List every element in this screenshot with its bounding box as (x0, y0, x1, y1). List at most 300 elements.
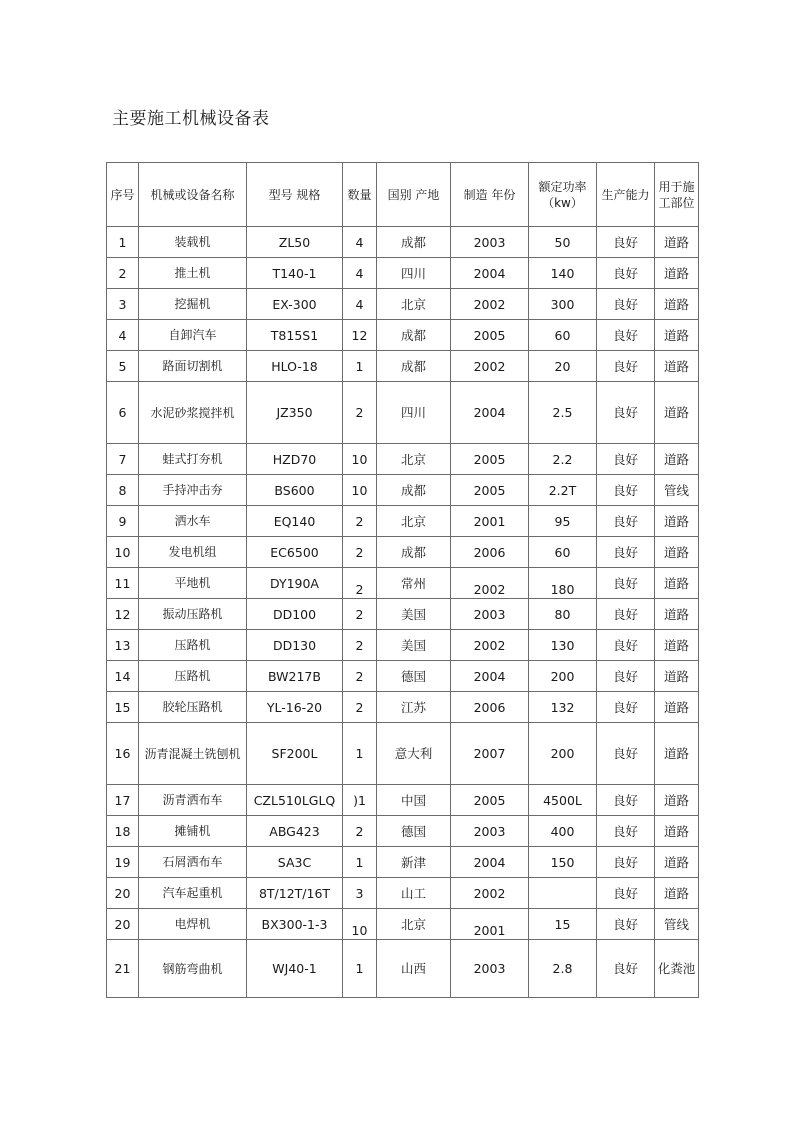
usage-location-cell (655, 289, 699, 320)
quantity: 2 (355, 544, 364, 560)
header-cell: 额定功率（kw） (529, 163, 597, 227)
header-cell: 用于施工部位 (655, 163, 699, 227)
rated-power: 130 (550, 637, 575, 653)
production-capacity: 良好 (612, 606, 638, 622)
row-number: 4 (118, 327, 127, 343)
production-capacity-cell (597, 847, 655, 878)
table-row (107, 723, 699, 785)
quantity: 2 (355, 668, 364, 684)
production-capacity: 良好 (612, 234, 638, 250)
production-capacity: 良好 (612, 451, 638, 467)
origin-cell (377, 816, 451, 847)
manufacture-year: 2003 (473, 961, 506, 976)
model-spec-cell (247, 227, 343, 258)
rated-power-cell (529, 537, 597, 568)
usage-location-cell (655, 506, 699, 537)
row-number: 21 (114, 961, 131, 976)
row-number: 2 (118, 265, 127, 281)
manufacture-year-cell (451, 692, 529, 723)
usage-location-cell (655, 475, 699, 506)
production-capacity-cell (597, 816, 655, 847)
row-number: 10 (114, 544, 131, 560)
rated-power-cell (529, 568, 597, 599)
quantity: 10 (351, 451, 368, 467)
usage-location: 道路 (663, 637, 689, 653)
manufacture-year: 2002 (473, 637, 506, 653)
model-spec: SA3C (277, 854, 312, 870)
manufacture-year: 2003 (473, 823, 506, 839)
origin-cell (377, 847, 451, 878)
manufacture-year-cell (451, 258, 529, 289)
manufacture-year: 2005 (473, 451, 506, 467)
manufacture-year-cell (451, 723, 529, 785)
model-spec: BS600 (274, 482, 315, 498)
rated-power-cell (529, 475, 597, 506)
origin: 四川 (400, 265, 426, 281)
origin-cell (377, 444, 451, 475)
table-row (107, 630, 699, 661)
equipment-name-cell (139, 878, 247, 909)
manufacture-year: 2002 (473, 581, 506, 597)
origin-cell (377, 630, 451, 661)
production-capacity-cell (597, 537, 655, 568)
production-capacity-cell (597, 785, 655, 816)
production-capacity-cell (597, 320, 655, 351)
equipment-name: 压路机 (174, 668, 211, 683)
usage-location-cell (655, 878, 699, 909)
usage-location: 道路 (663, 668, 689, 684)
usage-location-cell (655, 227, 699, 258)
production-capacity: 良好 (612, 482, 638, 498)
quantity-cell (343, 351, 377, 382)
origin-cell (377, 382, 451, 444)
production-capacity: 良好 (612, 575, 638, 591)
equipment-name: 蛙式打夯机 (162, 451, 223, 466)
quantity: 10 (351, 922, 368, 938)
row-number: 14 (114, 668, 131, 684)
production-capacity: 良好 (612, 327, 638, 343)
usage-location-cell (655, 940, 699, 998)
usage-location-cell (655, 909, 699, 940)
table-row (107, 692, 699, 723)
quantity-cell (343, 940, 377, 998)
usage-location-cell (655, 816, 699, 847)
row-number-cell (107, 537, 139, 568)
rated-power-cell (529, 351, 597, 382)
origin: 山西 (400, 961, 426, 976)
origin-cell (377, 537, 451, 568)
rated-power-cell (529, 289, 597, 320)
quantity-cell (343, 258, 377, 289)
usage-location-cell (655, 692, 699, 723)
quantity: 2 (355, 823, 364, 839)
production-capacity: 良好 (612, 405, 638, 420)
model-spec: BX300-1-3 (261, 916, 328, 932)
rated-power: 180 (550, 581, 575, 597)
origin-cell (377, 909, 451, 940)
manufacture-year: 2004 (473, 405, 506, 420)
equipment-name: 振动压路机 (162, 606, 223, 621)
quantity-cell (343, 537, 377, 568)
quantity-cell (343, 227, 377, 258)
equipment-name-cell (139, 475, 247, 506)
origin-cell (377, 661, 451, 692)
usage-location: 道路 (663, 404, 689, 420)
table-row (107, 816, 699, 847)
quantity-cell (343, 909, 377, 940)
production-capacity: 良好 (612, 854, 638, 870)
rated-power: 2.8 (552, 961, 573, 976)
usage-location: 道路 (663, 451, 689, 467)
rated-power-cell (529, 630, 597, 661)
rated-power-cell (529, 692, 597, 723)
equipment-name-cell (139, 909, 247, 940)
production-capacity: 良好 (612, 699, 638, 715)
quantity-cell (343, 692, 377, 723)
equipment-name: 汽车起重机 (162, 885, 223, 900)
row-number-cell (107, 723, 139, 785)
usage-location: 道路 (663, 234, 689, 250)
model-spec: 8T/12T/16T (258, 885, 331, 901)
rated-power: 50 (554, 234, 571, 250)
equipment-name: 水泥砂浆搅拌机 (150, 405, 235, 420)
production-capacity: 良好 (612, 792, 638, 808)
manufacture-year-cell (451, 382, 529, 444)
rated-power: 140 (550, 265, 575, 281)
usage-location: 道路 (663, 606, 689, 622)
model-spec: BW217B (268, 668, 321, 684)
header-cell: 国别 产地 (377, 163, 451, 227)
table-row (107, 289, 699, 320)
model-spec: CZL510LGLQ (253, 792, 336, 808)
equipment-name-cell (139, 320, 247, 351)
manufacture-year-cell (451, 909, 529, 940)
quantity-cell (343, 723, 377, 785)
manufacture-year-cell (451, 444, 529, 475)
production-capacity-cell (597, 289, 655, 320)
equipment-name: 洒水车 (174, 513, 211, 528)
model-spec-cell (247, 878, 343, 909)
quantity-cell (343, 444, 377, 475)
row-number-cell (107, 568, 139, 599)
manufacture-year: 2004 (473, 854, 506, 870)
quantity-cell (343, 599, 377, 630)
manufacture-year-cell (451, 351, 529, 382)
equipment-name: 路面切割机 (162, 358, 223, 373)
usage-location: 管线 (663, 916, 689, 932)
origin: 成都 (400, 544, 426, 560)
table-row (107, 227, 699, 258)
rated-power-cell (529, 444, 597, 475)
origin: 北京 (400, 916, 426, 932)
usage-location: 道路 (663, 854, 689, 870)
origin: 中国 (400, 792, 426, 808)
model-spec-cell (247, 258, 343, 289)
model-spec-cell (247, 630, 343, 661)
row-number-cell (107, 444, 139, 475)
equipment-name-cell (139, 382, 247, 444)
row-number: 7 (118, 451, 127, 467)
usage-location-cell (655, 723, 699, 785)
manufacture-year-cell (451, 537, 529, 568)
model-spec: HZD70 (272, 451, 317, 467)
manufacture-year-cell (451, 475, 529, 506)
quantity: 4 (355, 234, 364, 250)
rated-power: 4500L (543, 792, 582, 808)
row-number: 17 (114, 792, 131, 808)
manufacture-year: 2007 (473, 746, 506, 761)
manufacture-year: 2004 (473, 668, 506, 684)
origin-cell (377, 320, 451, 351)
equipment-name-cell (139, 816, 247, 847)
rated-power-cell (529, 227, 597, 258)
header-cell: 序号 (107, 163, 139, 227)
equipment-name-cell (139, 661, 247, 692)
origin: 北京 (400, 513, 426, 529)
origin: 成都 (400, 234, 426, 250)
table-row (107, 878, 699, 909)
equipment-name: 推土机 (174, 265, 211, 280)
production-capacity-cell (597, 599, 655, 630)
equipment-name-cell (139, 351, 247, 382)
model-spec: HLO-18 (271, 358, 318, 374)
usage-location-cell (655, 382, 699, 444)
quantity: 10 (351, 482, 368, 498)
model-spec: EC6500 (270, 544, 319, 560)
table-row (107, 475, 699, 506)
rated-power-cell (529, 320, 597, 351)
table-row (107, 537, 699, 568)
usage-location-cell (655, 537, 699, 568)
model-spec: SF200L (271, 746, 318, 761)
row-number-cell (107, 692, 139, 723)
table-header-row (107, 163, 699, 227)
table-row (107, 382, 699, 444)
rated-power: 20 (554, 358, 571, 374)
origin-cell (377, 258, 451, 289)
usage-location-cell (655, 630, 699, 661)
usage-location: 道路 (663, 513, 689, 529)
equipment-name: 摊铺机 (174, 823, 211, 838)
usage-location: 道路 (663, 885, 689, 901)
origin-cell (377, 878, 451, 909)
rated-power-cell (529, 940, 597, 998)
rated-power: 95 (554, 513, 571, 529)
header-cell: 生产能力 (597, 163, 655, 227)
header-cell: 机械或设备名称 (139, 163, 247, 227)
row-number: 5 (118, 358, 127, 374)
production-capacity-cell (597, 382, 655, 444)
quantity: 1 (355, 746, 364, 761)
table-row (107, 785, 699, 816)
equipment-name-cell (139, 599, 247, 630)
usage-location-cell (655, 320, 699, 351)
origin: 成都 (400, 327, 426, 343)
table-row (107, 258, 699, 289)
quantity: 2 (355, 606, 364, 622)
table-body (107, 227, 699, 998)
row-number-cell (107, 599, 139, 630)
model-spec: JZ350 (276, 405, 313, 420)
usage-location: 道路 (663, 544, 689, 560)
production-capacity-cell (597, 723, 655, 785)
manufacture-year: 2006 (473, 699, 506, 715)
rated-power-cell (529, 723, 597, 785)
equipment-name-cell (139, 258, 247, 289)
model-spec-cell (247, 909, 343, 940)
origin-cell (377, 351, 451, 382)
quantity: 2 (355, 513, 364, 529)
row-number: 11 (114, 575, 131, 591)
model-spec-cell (247, 661, 343, 692)
equipment-name: 胶轮压路机 (162, 699, 223, 714)
row-number-cell (107, 351, 139, 382)
model-spec: T815S1 (270, 327, 319, 343)
table-row (107, 909, 699, 940)
table-row (107, 599, 699, 630)
usage-location: 道路 (663, 823, 689, 839)
equipment-table (106, 162, 699, 998)
usage-location-cell (655, 785, 699, 816)
row-number: 16 (114, 746, 131, 761)
quantity-cell (343, 382, 377, 444)
quantity: 3 (355, 885, 364, 901)
rated-power: 150 (550, 854, 575, 870)
manufacture-year: 2002 (473, 885, 506, 901)
manufacture-year-cell (451, 320, 529, 351)
row-number-cell (107, 878, 139, 909)
origin-cell (377, 723, 451, 785)
rated-power: 60 (554, 544, 571, 560)
origin-cell (377, 475, 451, 506)
equipment-name-cell (139, 940, 247, 998)
production-capacity: 良好 (612, 961, 638, 976)
quantity-cell (343, 630, 377, 661)
equipment-name-cell (139, 227, 247, 258)
origin-cell (377, 599, 451, 630)
equipment-name-cell (139, 847, 247, 878)
manufacture-year: 2004 (473, 265, 506, 281)
equipment-name: 钢筋弯曲机 (162, 961, 223, 976)
equipment-name-cell (139, 289, 247, 320)
equipment-name: 挖掘机 (174, 296, 211, 311)
production-capacity-cell (597, 506, 655, 537)
quantity: 2 (355, 699, 364, 715)
production-capacity: 良好 (612, 916, 638, 932)
row-number-cell (107, 506, 139, 537)
production-capacity: 良好 (612, 885, 638, 901)
model-spec-cell (247, 320, 343, 351)
equipment-name: 手持冲击夯 (162, 482, 223, 497)
quantity: 4 (355, 265, 364, 281)
row-number-cell (107, 475, 139, 506)
model-spec-cell (247, 816, 343, 847)
equipment-name-cell (139, 568, 247, 599)
row-number: 8 (118, 482, 127, 498)
model-spec-cell (247, 351, 343, 382)
quantity-cell (343, 847, 377, 878)
origin: 美国 (400, 606, 426, 622)
origin: 新津 (400, 854, 426, 870)
manufacture-year-cell (451, 940, 529, 998)
equipment-name: 沥青混凝土铣刨机 (144, 746, 241, 761)
usage-location-cell (655, 444, 699, 475)
production-capacity: 良好 (612, 513, 638, 529)
rated-power-cell (529, 599, 597, 630)
production-capacity-cell (597, 630, 655, 661)
row-number-cell (107, 289, 139, 320)
model-spec-cell (247, 382, 343, 444)
quantity-cell (343, 816, 377, 847)
row-number-cell (107, 382, 139, 444)
equipment-name: 平地机 (174, 575, 211, 590)
model-spec-cell (247, 847, 343, 878)
model-spec: ZL50 (278, 234, 311, 250)
usage-location: 道路 (663, 265, 689, 281)
rated-power: 200 (550, 746, 575, 761)
row-number-cell (107, 909, 139, 940)
manufacture-year: 2005 (473, 482, 506, 498)
rated-power-cell (529, 847, 597, 878)
manufacture-year: 2006 (473, 544, 506, 560)
row-number-cell (107, 661, 139, 692)
manufacture-year-cell (451, 785, 529, 816)
table-row (107, 568, 699, 599)
quantity: 4 (355, 296, 364, 312)
production-capacity-cell (597, 568, 655, 599)
usage-location: 道路 (663, 296, 689, 312)
model-spec-cell (247, 568, 343, 599)
quantity-cell (343, 289, 377, 320)
header-cell: 型号 规格 (247, 163, 343, 227)
rated-power-cell (529, 785, 597, 816)
model-spec-cell (247, 506, 343, 537)
row-number-cell (107, 816, 139, 847)
model-spec: DY190A (270, 575, 319, 591)
row-number-cell (107, 630, 139, 661)
origin-cell (377, 506, 451, 537)
model-spec: DD130 (272, 637, 317, 653)
origin-cell (377, 289, 451, 320)
manufacture-year: 2003 (473, 234, 506, 250)
manufacture-year-cell (451, 289, 529, 320)
production-capacity-cell (597, 909, 655, 940)
table-row (107, 661, 699, 692)
model-spec-cell (247, 289, 343, 320)
row-number-cell (107, 320, 139, 351)
origin: 北京 (400, 296, 426, 312)
usage-location: 道路 (663, 699, 689, 715)
quantity-cell (343, 661, 377, 692)
row-number: 6 (118, 405, 127, 420)
row-number-cell (107, 785, 139, 816)
rated-power: 132 (550, 699, 575, 715)
origin: 山工 (400, 885, 426, 901)
header-cell: 制造 年份 (451, 163, 529, 227)
production-capacity: 良好 (612, 265, 638, 281)
origin: 成都 (400, 482, 426, 498)
model-spec-cell (247, 537, 343, 568)
table-row (107, 351, 699, 382)
origin-cell (377, 692, 451, 723)
rated-power-cell (529, 909, 597, 940)
origin: 美国 (400, 637, 426, 653)
equipment-name-cell (139, 444, 247, 475)
rated-power: 80 (554, 606, 571, 622)
model-spec-cell (247, 785, 343, 816)
production-capacity-cell (597, 940, 655, 998)
rated-power-cell (529, 661, 597, 692)
